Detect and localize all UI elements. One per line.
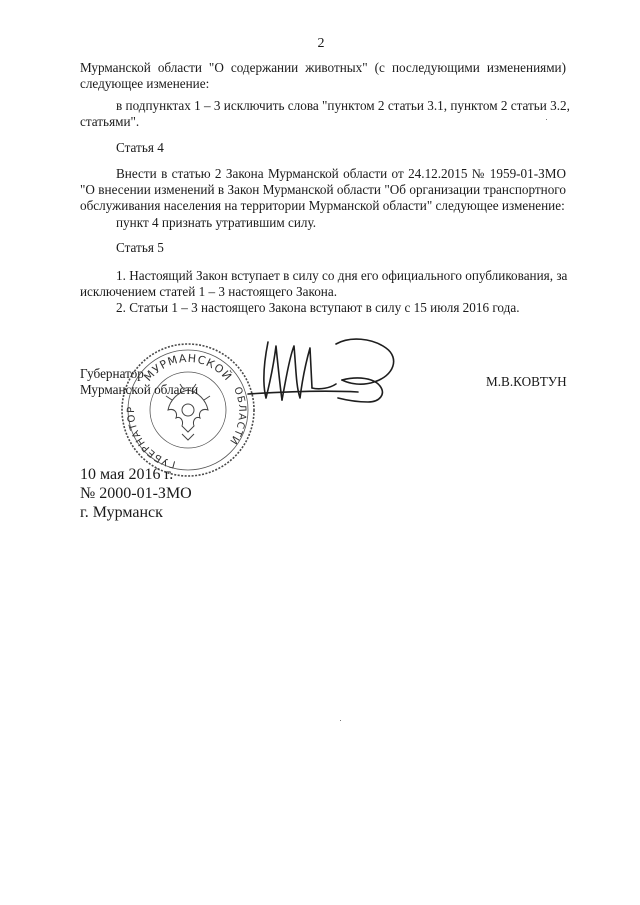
paragraph-line: статьями".: [80, 114, 140, 129]
paragraph-line: обслуживания населения на территории Мурманской области" следующее изменение:: [80, 198, 565, 213]
official-seal-icon: [118, 340, 258, 480]
paragraph-line: 2. Статьи 1 – 3 настоящего Закона вступают в силу с 15 июля 2016 года.: [116, 300, 520, 315]
paragraph-line: исключением статей 1 – 3 настоящего Закона.: [80, 284, 338, 299]
signatory-title-line2: Мурманской области: [80, 382, 199, 397]
paragraph-line: следующее изменение:: [80, 76, 210, 91]
paragraph-line: Внести в статью 2 Закона Мурманской области от 24.12.2015 № 1959-01-ЗМО: [116, 166, 566, 181]
paragraph-line: в подпунктах 1 – 3 исключить слова "пунктом 2 статьи 3.1, пунктом 2 статьи 3.2,: [116, 98, 570, 113]
document-number: № 2000-01-ЗМО: [80, 485, 192, 502]
page-number: 2: [317, 36, 325, 51]
signatory-name: М.В.КОВТУН: [486, 374, 567, 389]
scan-speck: [546, 119, 547, 120]
svg-text:МУРМАНСКОЙ: [141, 352, 234, 384]
document-date: 10 мая 2016 г.: [80, 466, 174, 483]
svg-text:ГУБЕРНАТОР: [126, 406, 177, 470]
article-4-title: Статья 4: [116, 140, 164, 155]
document-city: г. Мурманск: [80, 504, 163, 521]
paragraph-line: 1. Настоящий Закон вступает в силу со дня его официального опубликования, за: [116, 268, 568, 283]
seal-text-left: ГУБЕРНАТОР: [125, 405, 177, 470]
handwritten-signature-icon: [240, 332, 450, 412]
paragraph-line: "О внесении изменений в Закон Мурманской области "Об организации транспортного: [80, 182, 566, 197]
signatory-title-line1: Губернатор: [80, 366, 144, 381]
seal-text-top: МУРМАНСКОЙ: [141, 351, 235, 384]
paragraph-line: пункт 4 признать утратившим силу.: [116, 215, 317, 230]
article-5-title: Статья 5: [116, 240, 164, 255]
paragraph-line: Мурманской области "О содержании животных" (с последующими изменениями): [80, 60, 566, 75]
seal-text-right: ОБЛАСТИ: [226, 385, 248, 447]
scan-speck: [340, 720, 341, 721]
